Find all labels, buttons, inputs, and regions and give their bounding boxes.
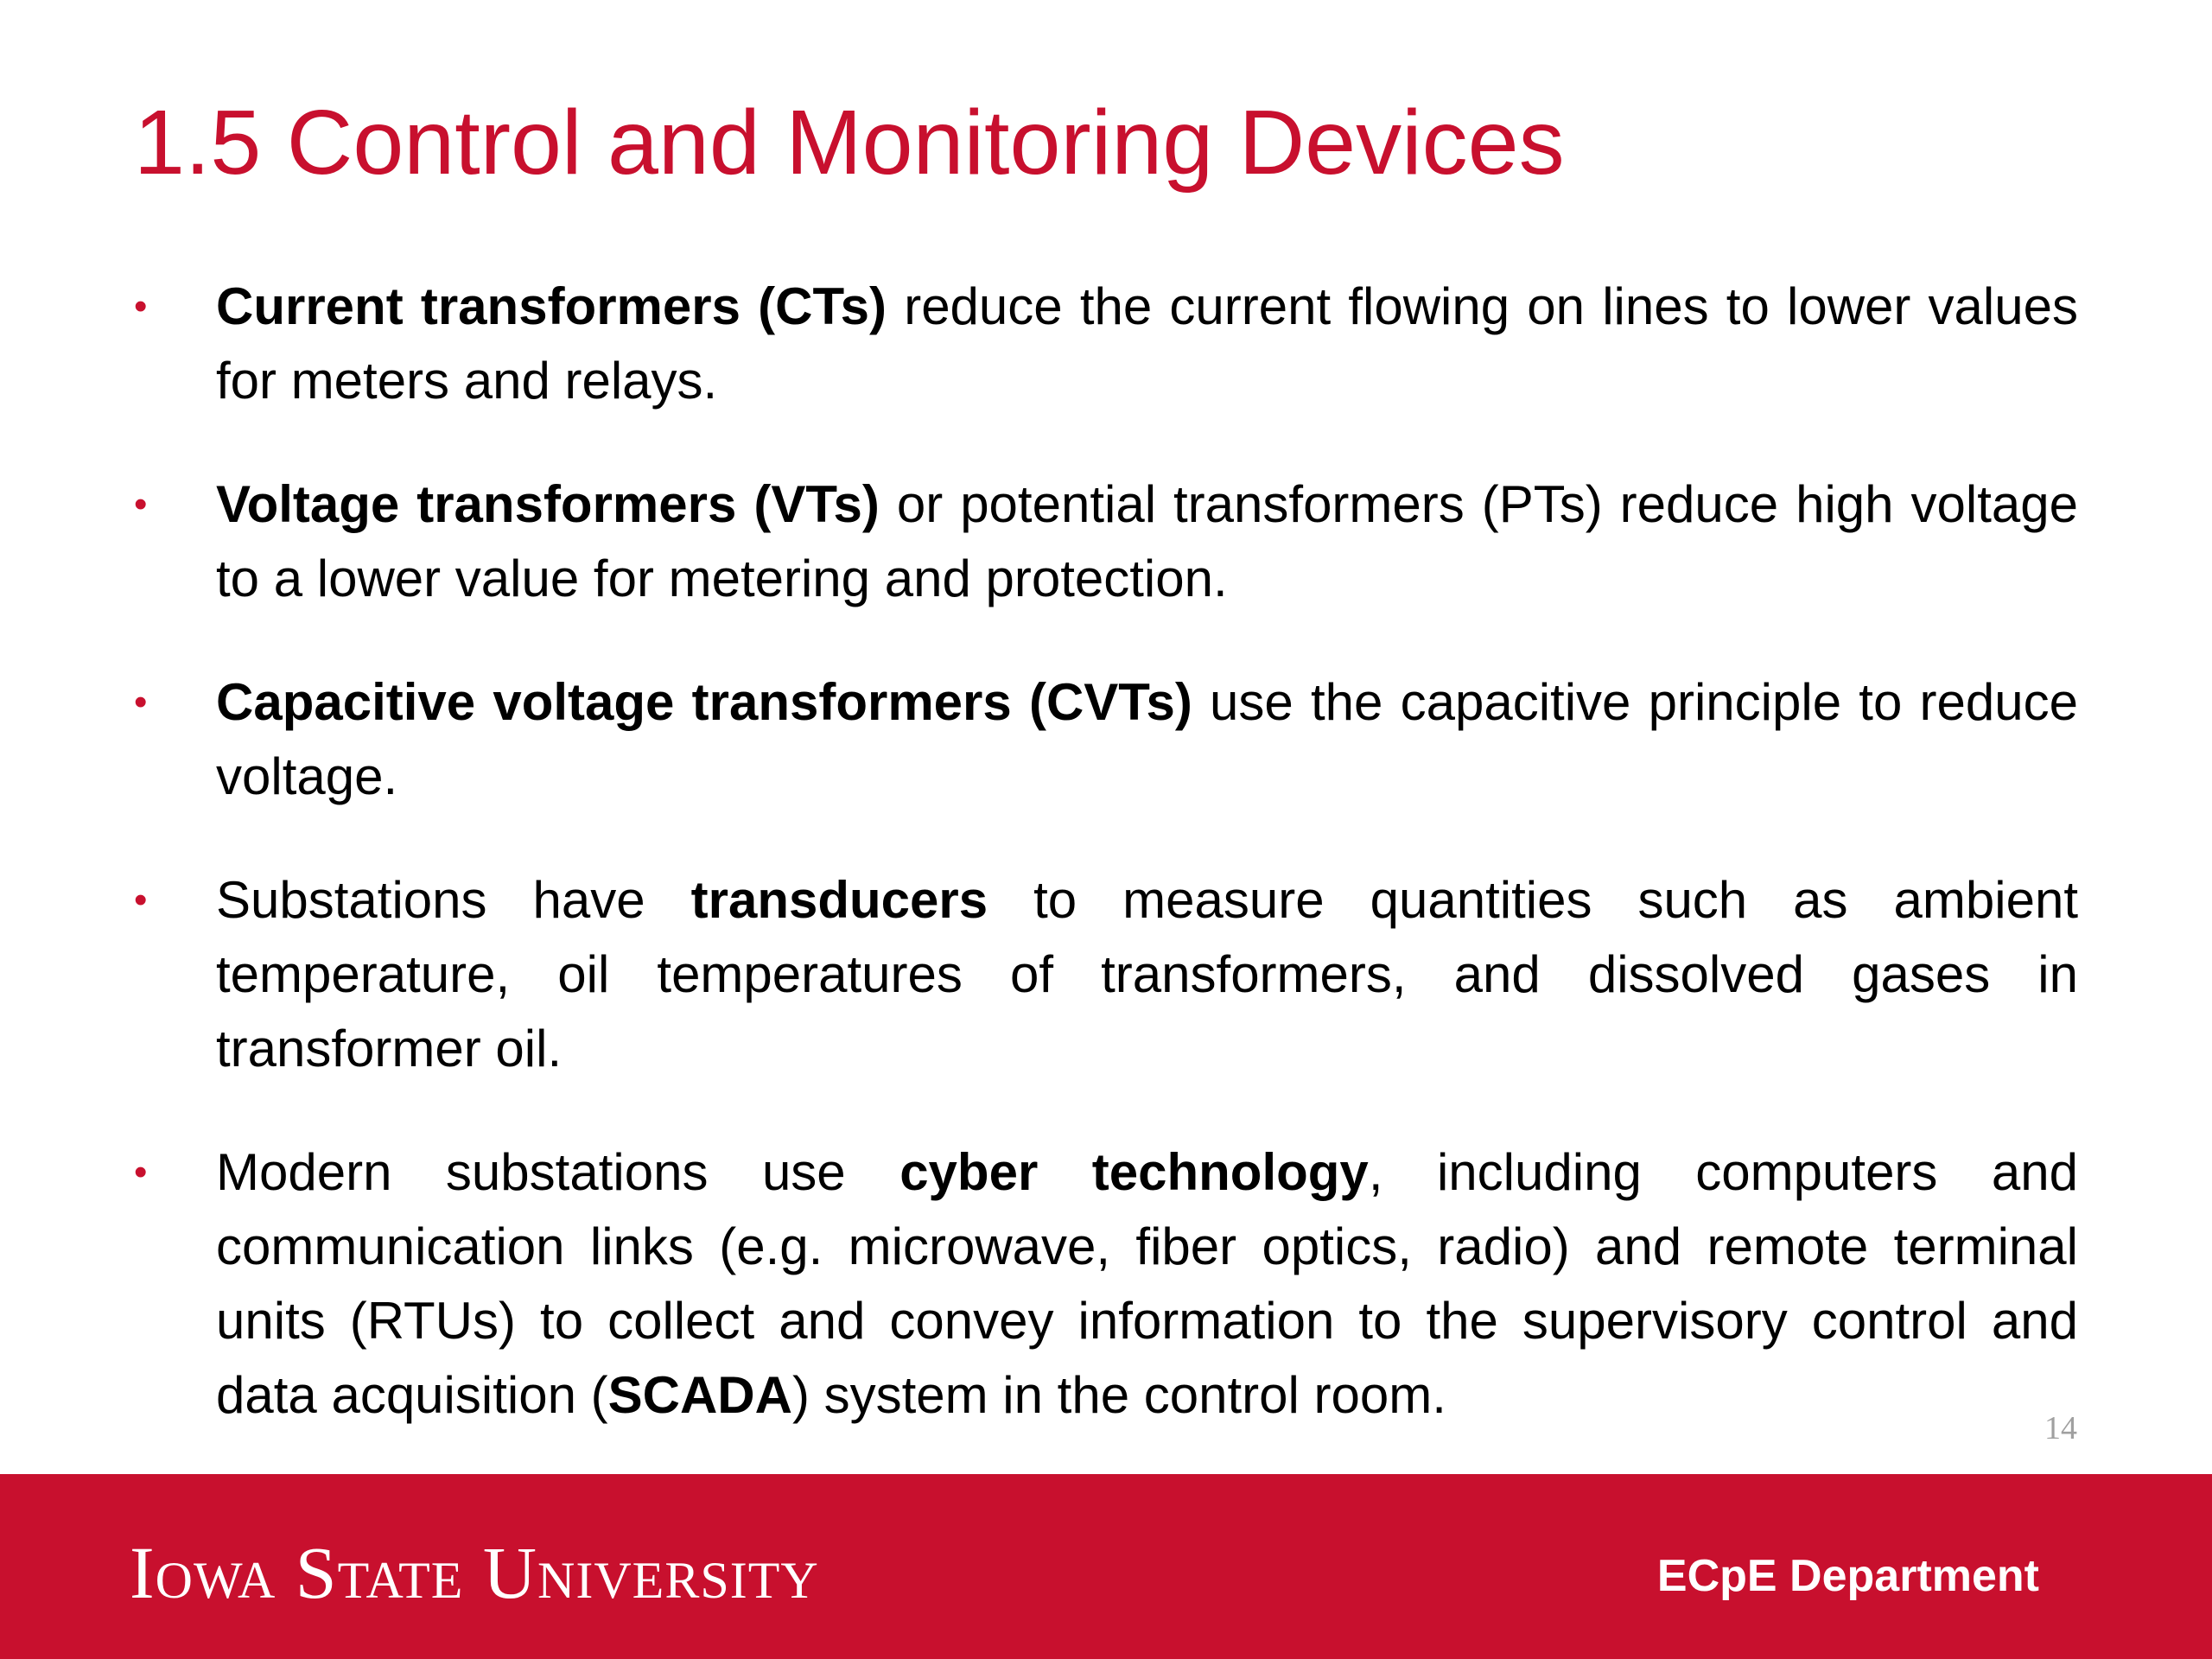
bullet-icon: • bbox=[134, 879, 148, 921]
bullet-list bbox=[130, 270, 2078, 1433]
bullet-text: Current transformers (CTs) reduce the current flowing on lines to lower values for meters and relays. bbox=[216, 277, 2078, 410]
university-logo: Iowa State University bbox=[130, 1531, 819, 1614]
bullet-item-cyber bbox=[130, 1135, 2078, 1433]
slide-title: 1.5 Control and Monitoring Devices bbox=[134, 92, 1565, 194]
bullet-term: Current transformers (CTs) bbox=[216, 277, 887, 335]
bullet-icon: • bbox=[134, 681, 148, 723]
bullet-term: Capacitive voltage transformers (CVTs) bbox=[216, 673, 1192, 731]
bullet-item-vts bbox=[130, 467, 2078, 616]
bullet-item-transducers bbox=[130, 863, 2078, 1086]
bullet-text: Voltage transformers (VTs) or potential transformers (PTs) reduce high voltage to a lower value for metering and protection. bbox=[216, 475, 2078, 607]
department-label: ECpE Department bbox=[1656, 1551, 2039, 1601]
bullet-icon: • bbox=[134, 1151, 148, 1193]
bullet-term: cyber technology bbox=[899, 1143, 1369, 1201]
bullet-icon: • bbox=[134, 483, 148, 525]
bullet-term: SCADA bbox=[607, 1366, 792, 1424]
bullet-item-cvts bbox=[130, 665, 2078, 814]
footer-bar bbox=[0, 1474, 2212, 1659]
bullet-text: Modern substations use cyber technology, including computers and communication links (e.g. microwave, fiber optics, radio) and remote terminal units (RTUs) to collect and convey information to the supervisory control and data acquisition (SCADA) system in the control room. bbox=[216, 1143, 2079, 1424]
bullet-item-cts bbox=[130, 270, 2078, 418]
bullet-text: Capacitive voltage transformers (CVTs) use the capacitive principle to reduce voltage. bbox=[216, 673, 2078, 805]
bullet-term: Voltage transformers (VTs) bbox=[216, 475, 880, 533]
bullet-term: transducers bbox=[690, 871, 988, 929]
page-number: 14 bbox=[2044, 1410, 2077, 1446]
bullet-text: Substations have transducers to measure quantities such as ambient temperature, oil temperatures of transformers, and dissolved gases in transformer oil. bbox=[216, 871, 2078, 1077]
bullet-icon: • bbox=[134, 285, 148, 327]
